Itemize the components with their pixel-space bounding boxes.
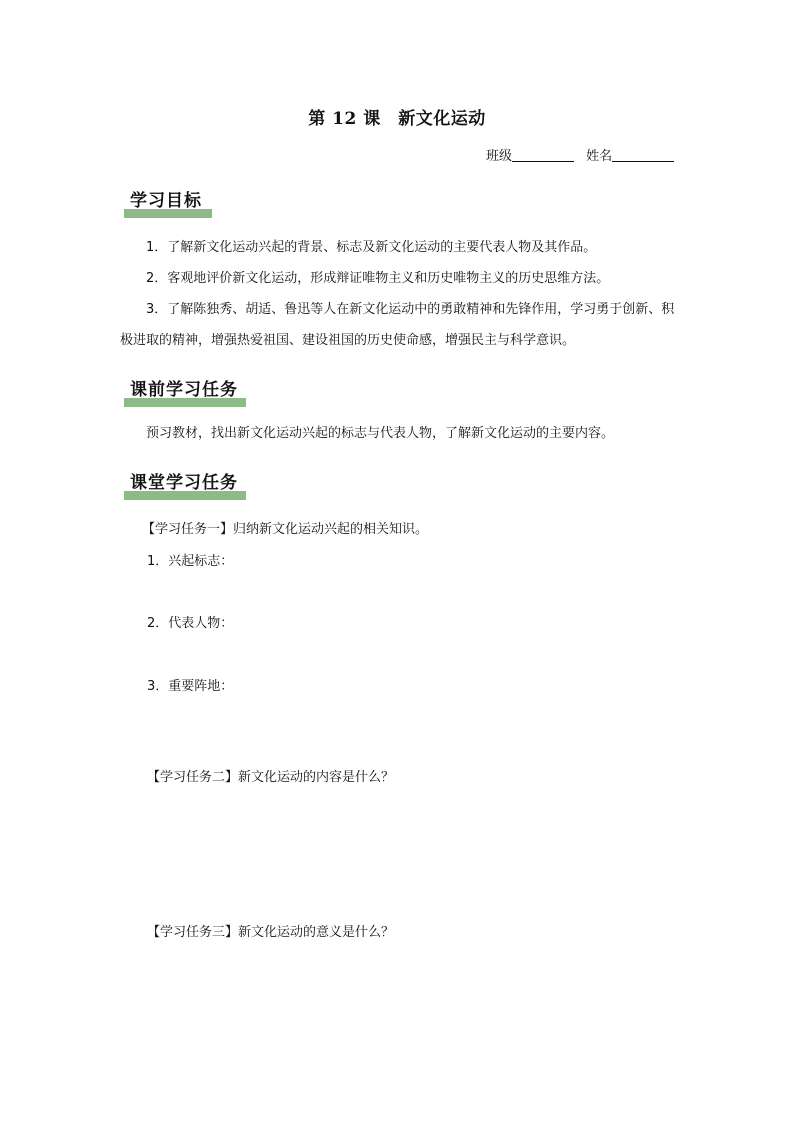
objective-item-2: 2．客观地评价新文化运动，形成辩证唯物主义和历史唯物主义的历史思维方法。 xyxy=(146,271,610,286)
in-class-heading: 课堂学习任务 xyxy=(124,472,238,500)
pre-class-text: 预习教材，找出新文化运动兴起的标志与代表人物，了解新文化运动的主要内容。 xyxy=(146,426,615,441)
class-name-line xyxy=(486,145,674,164)
task2-title: 【学习任务二】新文化运动的内容是什么？ xyxy=(147,770,395,785)
class-label: 班级 xyxy=(486,149,513,164)
task1-item-3: 3．重要阵地： xyxy=(147,679,234,694)
name-blank[interactable] xyxy=(612,147,674,162)
pre-class-heading: 课前学习任务 xyxy=(124,379,238,407)
task1-item-2: 2．代表人物： xyxy=(147,616,234,631)
class-blank[interactable] xyxy=(512,147,574,162)
objective-item-3: 3．了解陈独秀、胡适、鲁迅等人在新文化运动中的勇敢精神和先锋作用，学习勇于创新、积极进取的精神，增强热爱祖国、建设祖国的历史使命感，增强民主与科学意识。 xyxy=(120,302,675,348)
task3-title: 【学习任务三】新文化运动的意义是什么？ xyxy=(147,925,395,940)
objectives-heading: 学习目标 xyxy=(124,190,202,218)
task1-item-1: 1．兴起标志： xyxy=(147,554,234,569)
task1-title: 【学习任务一】归纳新文化运动兴起的相关知识。 xyxy=(142,522,429,537)
objective-item-1: 1．了解新文化运动兴起的背景、标志及新文化运动的主要代表人物及其作品。 xyxy=(146,240,597,255)
page-title: 第 12 课 新文化运动 xyxy=(308,109,486,129)
name-label: 姓名 xyxy=(586,149,613,164)
